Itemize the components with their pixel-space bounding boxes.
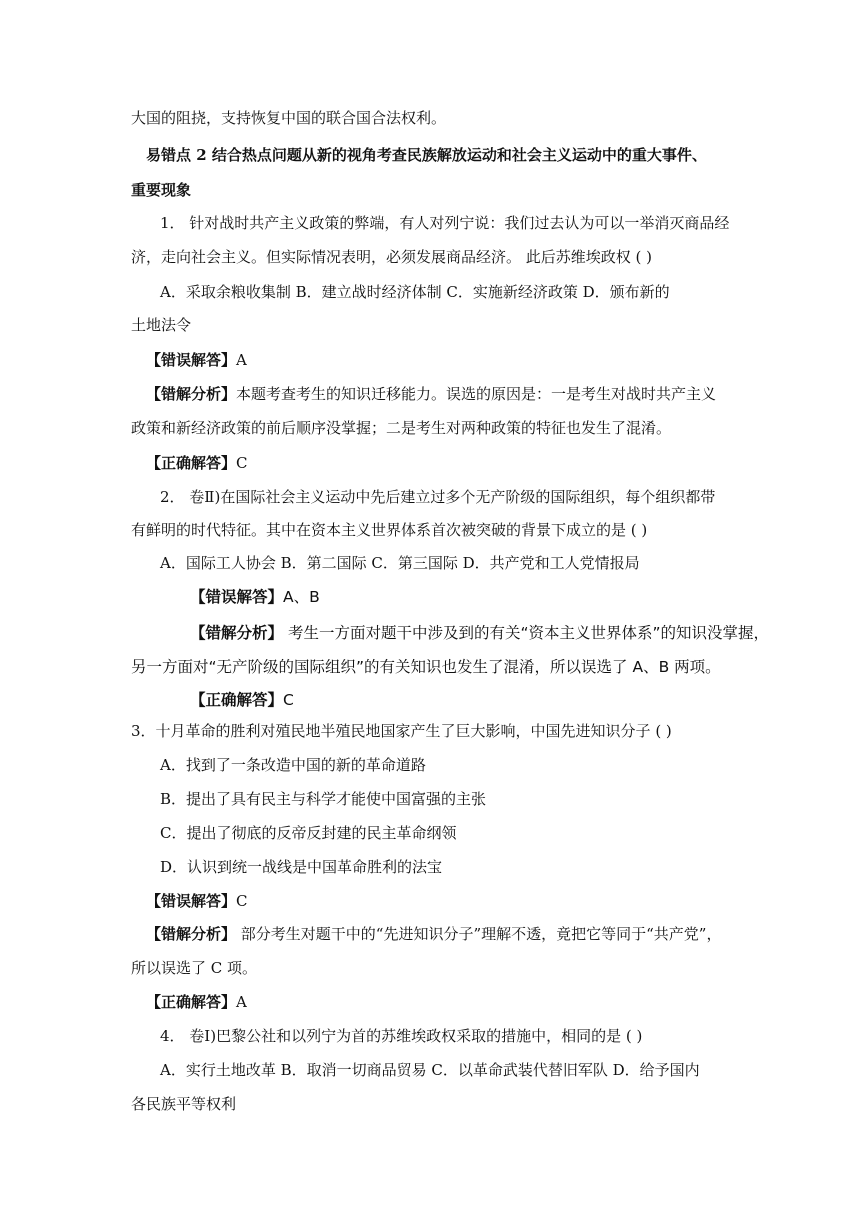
q2-analysis-label: 【错解分析】: [190, 624, 284, 642]
q3-analysis-line2: 所以误选了 C 项。: [131, 959, 258, 977]
q1-analysis-line1: [146, 384, 716, 404]
q2-analysis-line1: [190, 623, 769, 643]
q1-correct-answer: [146, 453, 248, 473]
q3-option-b: B．提出了具有民主与科学才能使中国富强的主张: [160, 790, 487, 808]
q1-wrong-answer: [146, 350, 247, 370]
q1-options-line2: 土地法令: [131, 316, 192, 334]
q3-wrong-value: C: [236, 892, 248, 910]
q1-stem-line1: 1． 针对战时共产主义政策的弊端，有人对列宁说：我们过去认为可以一举消灭商品经: [160, 214, 730, 232]
q1-stem-line2: 济，走向社会主义。但实际情况表明，必须发展商品经济。 此后苏维埃政权 ( ): [131, 248, 653, 266]
q3-correct-answer: [146, 992, 247, 1012]
q3-analysis-label: 【错解分析】: [146, 925, 237, 943]
q4-options-line2: 各民族平等权利: [131, 1095, 237, 1113]
q1-options-line1: A．采取余粮收集制 B．建立战时经济体制 C．实施新经济政策 D．颁布新的: [160, 283, 670, 301]
q1-wrong-value: A: [236, 351, 247, 369]
q2-options-line1: A．国际工人协会 B．第二国际 C．第三国际 D．共产党和工人党情报局: [160, 554, 640, 572]
q3-correct-label: 【正确解答】: [146, 993, 237, 1011]
q3-option-a: A．找到了一条改造中国的新的革命道路: [160, 756, 426, 774]
q3-analysis-text1: 部分考生对题干中的“先进知识分子”理解不透，竟把它等同于“共产党”，: [236, 925, 722, 943]
intro-line: 大国的阻挠，支持恢复中国的联合国合法权利。: [131, 109, 447, 127]
q2-correct-value: C: [283, 691, 294, 709]
section-heading-line1: 易错点 2 结合热点问题从新的视角考查民族解放运动和社会主义运动中的重大事件、: [146, 146, 707, 164]
q2-stem-line2: 有鲜明的时代特征。其中在资本主义世界体系首次被突破的背景下成立的是 ( ): [131, 521, 648, 539]
q1-wrong-label: 【错误解答】: [146, 351, 237, 369]
q3-option-c: C．提出了彻底的反帝反封建的民主革命纲领: [160, 824, 457, 842]
q4-options-line1: A．实行土地改革 B．取消一切商品贸易 C．以革命武装代替旧军队 D．给予国内: [160, 1061, 700, 1079]
q3-wrong-label: 【错误解答】: [146, 892, 237, 910]
q2-wrong-value: A、B: [283, 588, 320, 606]
q2-analysis-text1: 考生一方面对题干中涉及到的有关“资本主义世界体系”的知识没掌握，: [283, 624, 770, 642]
q4-stem-line1: 4． 卷Ⅰ)巴黎公社和以列宁为首的苏维埃政权采取的措施中，相同的是 ( ): [160, 1027, 643, 1045]
q2-correct-answer: [190, 690, 294, 710]
q1-correct-label: 【正确解答】: [146, 454, 237, 472]
q3-wrong-answer: [146, 891, 248, 911]
q1-analysis-line2: 政策和新经济政策的前后顺序没掌握；二是考生对两种政策的特征也发生了混淆。: [131, 419, 672, 437]
q3-correct-value: A: [236, 993, 247, 1011]
q2-analysis-line2: 另一方面对“无产阶级的国际组织”的有关知识也发生了混淆，所以误选了 A、B 两项。: [131, 658, 721, 676]
section-heading-line2: 重要现象: [131, 181, 192, 199]
q1-analysis-label: 【错解分析】: [146, 385, 237, 403]
q3-analysis-line1: [146, 924, 721, 944]
q2-stem-line1: 2． 卷Ⅱ)在国际社会主义运动中先后建立过多个无产阶级的国际组织，每个组织都带: [160, 488, 716, 506]
q2-wrong-label: 【错误解答】: [190, 588, 284, 606]
q2-wrong-answer: [190, 587, 320, 607]
q1-correct-value: C: [236, 454, 248, 472]
q2-correct-label: 【正确解答】: [190, 691, 284, 709]
q3-option-d: D．认识到统一战线是中国革命胜利的法宝: [160, 858, 443, 876]
q1-analysis-text1: 本题考查考生的知识迁移能力。误选的原因是：一是考生对战时共产主义: [236, 385, 717, 403]
q3-stem-line1: 3．十月革命的胜利对殖民地半殖民地国家产生了巨大影响，中国先进知识分子 ( ): [131, 722, 672, 740]
